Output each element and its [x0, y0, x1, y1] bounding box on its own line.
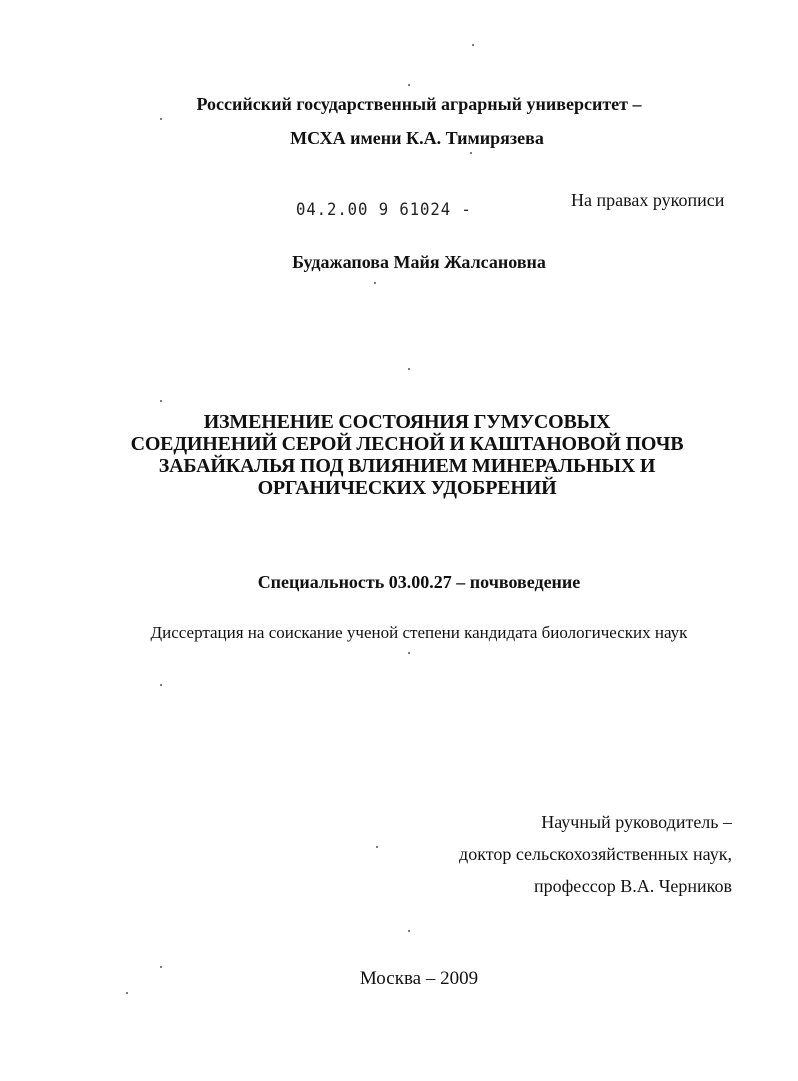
scan-speck	[160, 118, 162, 120]
city-year: Москва – 2009	[359, 968, 479, 989]
scan-speck	[160, 684, 162, 686]
advisor-role: Научный руководитель –	[541, 812, 732, 832]
thesis-title-line: СОЕДИНЕНИЙ СЕРОЙ ЛЕСНОЙ И КАШТАНОВОЙ ПОЧВ	[130, 433, 684, 455]
advisor-name: профессор В.А. Черников	[534, 876, 732, 896]
scan-speck	[472, 44, 474, 46]
scan-speck	[408, 84, 410, 86]
scan-speck	[408, 652, 410, 654]
manuscript-rights-note: На правах рукописи	[571, 190, 725, 210]
thesis-title-line: ИЗМЕНЕНИЕ СОСТОЯНИЯ ГУМУСОВЫХ	[203, 411, 611, 433]
scan-speck	[408, 368, 410, 370]
advisor-degree: доктор сельскохозяйственных наук,	[459, 844, 732, 864]
scan-speck	[470, 152, 472, 154]
archive-stamp-code: 04.2.00 9 61024 -	[296, 200, 472, 220]
specialty: Специальность 03.00.27 – почвоведение	[257, 572, 581, 592]
university-subname: МСХА имени К.А. Тимирязева	[290, 128, 544, 148]
scan-speck	[376, 846, 378, 848]
author-name: Будажапова Майя Жалсановна	[292, 252, 546, 272]
scan-speck	[374, 282, 376, 284]
scan-speck	[408, 930, 410, 932]
scan-speck	[160, 966, 162, 968]
thesis-title-line: ЗАБАЙКАЛЬЯ ПОД ВЛИЯНИЕМ МИНЕРАЛЬНЫХ И	[158, 455, 656, 477]
dissertation-statement: Диссертация на соискание ученой степени кандидата биологических наук	[150, 623, 688, 642]
university-name: Российский государственный аграрный университет –	[196, 94, 642, 114]
scan-speck	[160, 400, 162, 402]
scan-speck	[126, 992, 128, 994]
thesis-title-line: ОРГАНИЧЕСКИХ УДОБРЕНИЙ	[257, 477, 557, 499]
